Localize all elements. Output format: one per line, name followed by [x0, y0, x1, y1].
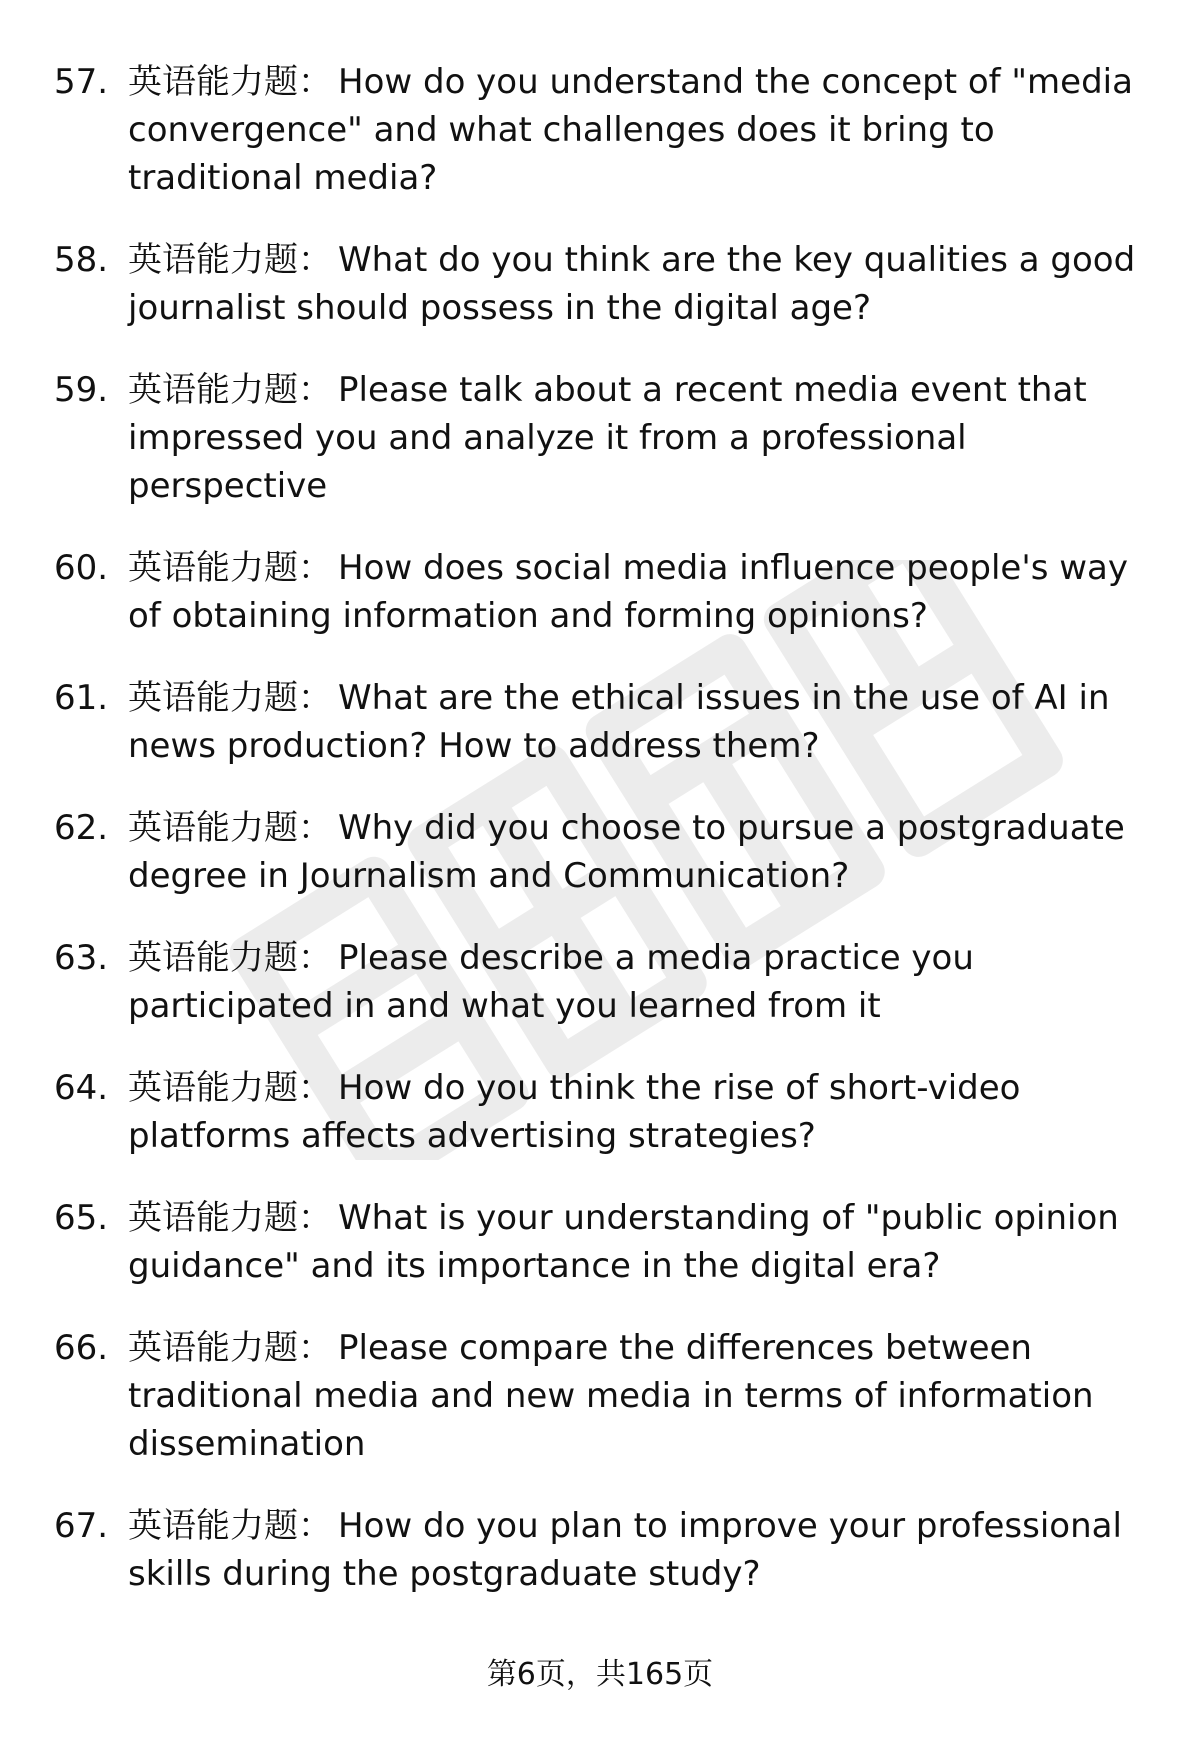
question-text: What is your understanding of "public opinion guidance" and its importance in the digital era? — [128, 1198, 1119, 1286]
list-item — [54, 544, 1160, 640]
question-body — [128, 1194, 1160, 1290]
question-text: Please talk about a recent media event that impressed you and analyze it from a professional perspective — [128, 370, 1087, 506]
question-number: 64. — [54, 1068, 109, 1108]
question-category: 英语能力题 — [128, 1506, 298, 1546]
question-body — [128, 1324, 1160, 1468]
question-number: 61. — [54, 678, 109, 718]
list-item — [54, 674, 1160, 770]
question-text: Why did you choose to pursue a postgraduate degree in Journalism and Communication? — [128, 808, 1125, 896]
question-separator: ： — [298, 938, 332, 978]
question-body — [128, 804, 1160, 900]
list-item — [54, 1324, 1160, 1468]
question-category: 英语能力题 — [128, 1328, 298, 1368]
question-number: 57. — [54, 62, 109, 102]
question-number: 65. — [54, 1198, 109, 1238]
question-separator: ： — [298, 1506, 332, 1546]
question-separator: ： — [298, 808, 332, 848]
question-category: 英语能力题 — [128, 1198, 298, 1238]
question-body — [128, 1064, 1160, 1160]
question-number: 63. — [54, 938, 109, 978]
page-number-label: 第6页，共165页 — [486, 1657, 714, 1692]
question-separator: ： — [298, 1328, 332, 1368]
question-text: Please describe a media practice you participated in and what you learned from it — [128, 938, 974, 1026]
question-number: 67. — [54, 1506, 109, 1546]
question-body — [128, 1502, 1160, 1598]
list-item — [54, 366, 1160, 510]
list-item — [54, 804, 1160, 900]
question-body — [128, 366, 1160, 510]
question-list — [54, 58, 1160, 1598]
question-separator: ： — [298, 240, 332, 280]
question-number: 59. — [54, 370, 109, 410]
list-item — [54, 236, 1160, 332]
question-category: 英语能力题 — [128, 678, 298, 718]
question-category: 英语能力题 — [128, 548, 298, 588]
list-item — [54, 1064, 1160, 1160]
question-body — [128, 544, 1160, 640]
question-body — [128, 236, 1160, 332]
question-category: 英语能力题 — [128, 240, 298, 280]
question-number: 66. — [54, 1328, 109, 1368]
question-text: Please compare the differences between traditional media and new media in terms of information dissemination — [128, 1328, 1094, 1464]
question-category: 英语能力题 — [128, 808, 298, 848]
list-item — [54, 1194, 1160, 1290]
question-separator: ： — [298, 1068, 332, 1108]
question-text: How does social media influence people's way of obtaining information and forming opinions? — [128, 548, 1128, 636]
question-separator: ： — [298, 548, 332, 588]
question-number: 60. — [54, 548, 109, 588]
list-item — [54, 934, 1160, 1030]
question-separator: ： — [298, 62, 332, 102]
list-item — [54, 58, 1160, 202]
question-separator: ： — [298, 678, 332, 718]
question-text: What are the ethical issues in the use of AI in news production? How to address them? — [128, 678, 1110, 766]
question-separator: ： — [298, 1198, 332, 1238]
question-category: 英语能力题 — [128, 62, 298, 102]
page-footer — [0, 1655, 1200, 1695]
question-text: How do you think the rise of short-video platforms affects advertising strategies? — [128, 1068, 1021, 1156]
question-category: 英语能力题 — [128, 938, 298, 978]
question-number: 58. — [54, 240, 109, 280]
question-text: What do you think are the key qualities a good journalist should possess in the digital age? — [128, 240, 1136, 328]
question-text: How do you understand the concept of "media convergence" and what challenges does it bring to traditional media? — [128, 62, 1133, 198]
list-item — [54, 1502, 1160, 1598]
question-body — [128, 58, 1160, 202]
question-body — [128, 934, 1160, 1030]
question-text: How do you plan to improve your professional skills during the postgraduate study? — [128, 1506, 1122, 1594]
question-category: 英语能力题 — [128, 1068, 298, 1108]
question-separator: ： — [298, 370, 332, 410]
question-body — [128, 674, 1160, 770]
question-category: 英语能力题 — [128, 370, 298, 410]
question-number: 62. — [54, 808, 109, 848]
